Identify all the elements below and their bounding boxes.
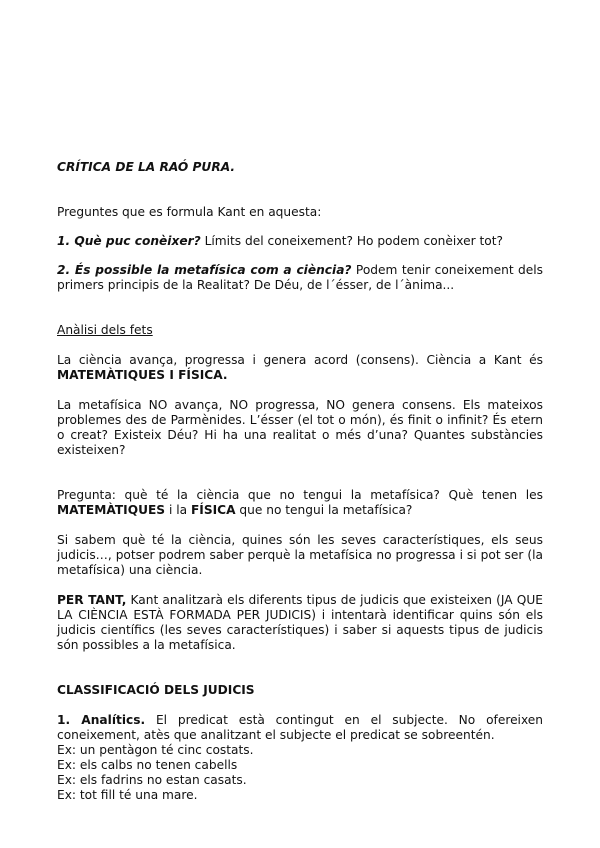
question-bold-physics: FÍSICA [190, 503, 236, 517]
metaphysics-paragraph: La metafísica NO avança, NO progressa, NO genera consens. Els mateixos problemes des de Parmènides. L’ésser (el tot o món), és finit o infinit? És etern o creat? Existeix Déu? Hi ha una realitat o més d’una? Quantes substàncies existeixen? [57, 398, 543, 457]
example-list [57, 743, 543, 803]
science-paragraph [57, 353, 543, 383]
example-item: Ex: els fadrins no estan casats. [57, 773, 247, 787]
if-we-know-paragraph: Si sabem què té la ciència, quines són les seves característiques, els seus judicis…, potser podrem saber perquè la metafísica no progressa i si pot ser (la metafísica) una ciència. [57, 533, 543, 577]
example-item: Ex: tot fill té una mare. [57, 788, 198, 802]
question-text-1: Pregunta: què té la ciència que no tengui la metafísica? Què tenen les [57, 488, 543, 502]
question-text-2: i la [165, 503, 191, 517]
science-text: La ciència avança, progressa i genera acord (consens). Ciència a Kant és [57, 353, 543, 367]
therefore-bold: PER TANT, [57, 593, 127, 607]
question-1-label: 1. Què puc conèixer? [57, 234, 201, 248]
classification-heading: CLASSIFICACIÓ DELS JUDICIS [57, 683, 255, 697]
question-1-text: Límits del coneixement? Ho podem conèixer tot? [200, 234, 503, 248]
question-2-text: Podem tenir coneixement dels primers principis de la Realitat? De Déu, de l´ésser, de l´ànima... [57, 263, 543, 292]
analysis-heading: Anàlisi dels fets [57, 323, 153, 337]
example-item: Ex: un pentàgon té cinc costats. [57, 743, 254, 757]
question-2-label: 2. És possible la metafísica com a ciència? [57, 263, 352, 277]
analytic-paragraph [57, 713, 543, 743]
analytic-label: 1. Analítics. [57, 713, 146, 727]
question-2 [57, 263, 543, 293]
intro-paragraph: Preguntes que es formula Kant en aquesta: [57, 205, 322, 219]
therefore-text: Kant analitzarà els diferents tipus de judicis que existeixen (JA QUE LA CIÈNCIA ESTÀ FORMADA PER JUDICIS) i intentarà identificar quins són els judicis científics (les seves característiques) i saber si aquests tipus de judicis són possibles a la metafísica. [57, 593, 544, 652]
question-1 [57, 234, 543, 249]
question-text-3: que no tengui la metafísica? [235, 503, 413, 517]
analytic-text: El predicat està contingut en el subjecte. No ofereixen coneixement, atès que analitzant el subjecte el predicat se sobreentén. [57, 713, 544, 742]
science-bold: MATEMÀTIQUES I FÍSICA. [57, 368, 228, 382]
question-bold-math: MATEMÀTIQUES [57, 503, 166, 517]
document-body [57, 160, 543, 803]
document-title: CRÍTICA DE LA RAÓ PURA. [57, 160, 236, 174]
example-item: Ex: els calbs no tenen cabells [57, 758, 238, 772]
therefore-paragraph [57, 593, 543, 653]
question-paragraph [57, 488, 543, 518]
